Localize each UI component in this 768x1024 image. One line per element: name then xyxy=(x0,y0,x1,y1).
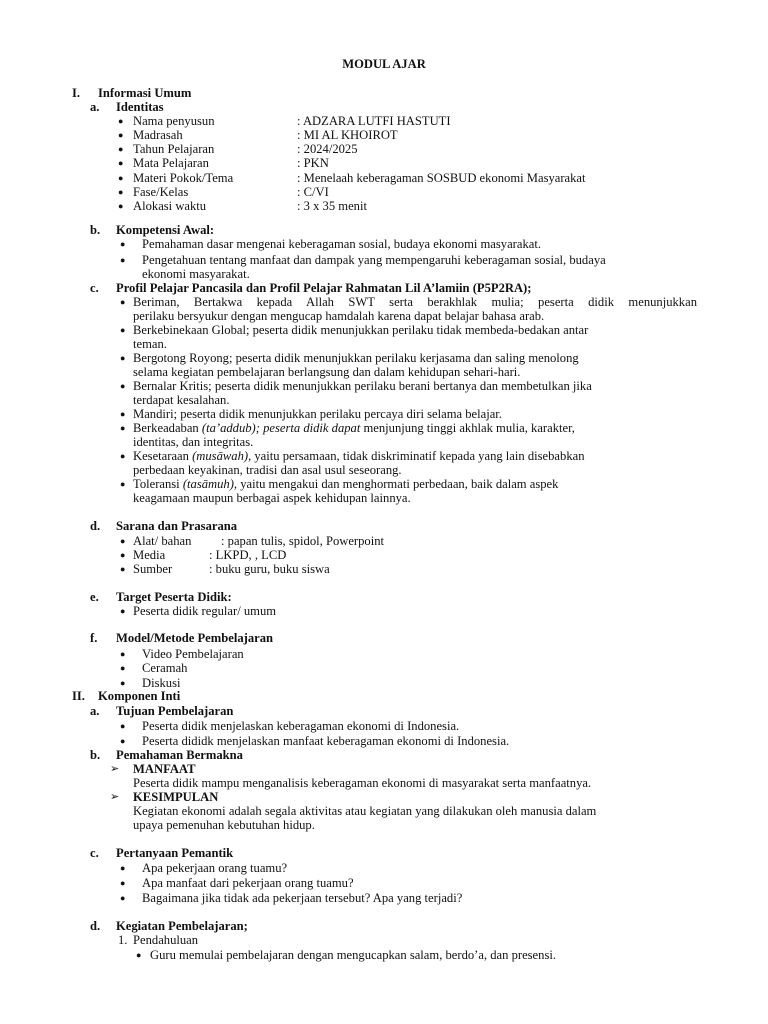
sarana-letter: d. xyxy=(90,519,101,533)
bullet-icon: ● xyxy=(120,663,126,673)
tujuan-letter: a. xyxy=(90,704,100,718)
bullet-icon: ● xyxy=(136,950,142,960)
identitas-value: : 2024/2025 xyxy=(297,142,358,156)
model-letter: f. xyxy=(90,631,98,645)
bullet-icon: ● xyxy=(118,144,124,154)
section-1-heading: Informasi Umum xyxy=(98,86,192,100)
item-line: perilaku bersyukur dengan mengucap hamdalah karena dapat belajar bahasa arab. xyxy=(133,309,545,323)
kegiatan-heading: Kegiatan Pembelajaran; xyxy=(116,919,248,933)
kesetaraan-post: yaitu persamaan, tidak diskriminatif kepada yang lain disebabkan xyxy=(251,449,585,463)
bullet-icon: ● xyxy=(120,649,126,659)
kompetensi-letter: b. xyxy=(90,223,101,237)
identitas-label: Materi Pokok/Tema xyxy=(133,171,234,185)
bullet-icon: ● xyxy=(118,173,124,183)
section-1-number: I. xyxy=(72,86,81,100)
bullet-icon: ● xyxy=(120,423,126,433)
pendahuluan-heading: Pendahuluan xyxy=(133,933,199,947)
toleransi-post: yaitu mengakui dan menghormati perbedaan, baik dalam aspek xyxy=(237,477,559,491)
bullet-icon: ● xyxy=(120,297,126,307)
item-line xyxy=(133,477,558,491)
bullet-icon: ● xyxy=(120,736,126,746)
identitas-heading: Identitas xyxy=(116,100,164,114)
bullet-icon: ● xyxy=(120,550,126,560)
item-line: Peserta didik menjelaskan keberagaman ekonomi di Indonesia. xyxy=(142,719,460,733)
bullet-icon: ● xyxy=(120,606,126,616)
bullet-icon: ● xyxy=(120,678,126,688)
kompetensi-heading: Kompetensi Awal: xyxy=(116,223,215,237)
identitas-value: : MI AL KHOIROT xyxy=(297,128,398,142)
identitas-label: Tahun Pelajaran xyxy=(133,142,215,156)
item-line: Video Pembelajaran xyxy=(142,647,244,661)
pertanyaan-letter: c. xyxy=(90,846,99,860)
item-line: terdapat kesalahan. xyxy=(133,393,230,407)
item-line: Beriman, Bertakwa kepada Allah SWT serta berakhlak mulia; peserta didik menunjukkan xyxy=(133,295,697,309)
bullet-icon: ● xyxy=(120,878,126,888)
identitas-label: Mata Pelajaran xyxy=(133,156,209,170)
item-line: Bergotong Royong; peserta didik menunjukkan perilaku kerjasama dan saling menolong xyxy=(133,351,579,365)
bullet-icon: ● xyxy=(120,479,126,489)
pendahuluan-number: 1. xyxy=(118,933,128,947)
section-2-heading: Komponen Inti xyxy=(98,689,181,703)
bullet-icon: ● xyxy=(118,158,124,168)
bullet-icon: ● xyxy=(120,255,126,265)
pertanyaan-heading: Pertanyaan Pemantik xyxy=(116,846,234,860)
bullet-icon: ● xyxy=(120,353,126,363)
item-line: Bernalar Kritis; peserta didik menunjukkan perilaku berani bertanya dan membetulkan jika xyxy=(133,379,592,393)
bullet-icon: ● xyxy=(118,201,124,211)
page-title: MODUL AJAR xyxy=(342,57,426,71)
bullet-icon: ● xyxy=(120,863,126,873)
item-line: teman. xyxy=(133,337,167,351)
item-line: Berkebinekaan Global; peserta didik menunjukkan perilaku tidak membeda-bedakan antar xyxy=(133,323,589,337)
bullet-icon: ● xyxy=(120,893,126,903)
item-line: Peserta dididk menjelaskan manfaat keberagaman ekonomi di Indonesia. xyxy=(142,734,510,748)
item-line: perbedaan keyakinan, tradisi dan asal usul seseorang. xyxy=(133,463,402,477)
manfaat-text: Peserta didik mampu menganalisis keberagaman ekonomi di masyarakat serta manfaatnya. xyxy=(133,776,592,790)
item-line: Pemahaman dasar mengenai keberagaman sosial, budaya ekonomi masyarakat. xyxy=(142,237,542,251)
identitas-letter: a. xyxy=(90,100,100,114)
arrow-bullet-icon: ➢ xyxy=(110,763,120,775)
identitas-value: : C/VI xyxy=(297,185,329,199)
bullet-icon: ● xyxy=(118,187,124,197)
item-line: Bagaimana jika tidak ada pekerjaan tersebut? Apa yang terjadi? xyxy=(142,891,463,905)
bullet-icon: ● xyxy=(120,451,126,461)
item-line: selama kegiatan pembelajaran berlangsung dan dalam kehidupan sehari-hari. xyxy=(133,365,521,379)
bullet-icon: ● xyxy=(118,130,124,140)
item-line: keagamaan maupun berbagai aspek kehidupan lainnya. xyxy=(133,491,411,505)
identitas-label: Alokasi waktu xyxy=(133,199,207,213)
identitas-value: : 3 x 35 menit xyxy=(297,199,367,213)
item-line: Diskusi xyxy=(142,676,181,690)
bullet-icon: ● xyxy=(120,721,126,731)
sarana-value: : buku guru, buku siswa xyxy=(209,562,330,576)
pemahaman-heading: Pemahaman Bermakna xyxy=(116,748,243,762)
bullet-icon: ● xyxy=(120,536,126,546)
item-line: ekonomi masyarakat. xyxy=(142,267,250,281)
sarana-value: : papan tulis, spidol, Powerpoint xyxy=(221,534,385,548)
item-line: Pengetahuan tentang manfaat dan dampak yang mempengaruhi keberagaman sosial, budaya xyxy=(142,253,606,267)
sarana-label: Media xyxy=(133,548,166,562)
bullet-icon: ● xyxy=(120,564,126,574)
profil-heading: Profil Pelajar Pancasila dan Profil Pelajar Rahmatan Lil A’lamiin (P5P2RA); xyxy=(116,281,532,295)
item-line xyxy=(133,421,575,435)
section-2-number: II. xyxy=(72,689,85,703)
item-line: Mandiri; peserta didik menunjukkan perilaku percaya diri selama belajar. xyxy=(133,407,502,421)
kesetaraan-italic: (musāwah), xyxy=(192,449,252,463)
kegiatan-letter: d. xyxy=(90,919,101,933)
bullet-icon: ● xyxy=(120,239,126,249)
sarana-label: Alat/ bahan xyxy=(133,534,192,548)
kesimpulan-line: upaya pemenuhan kebutuhan hidup. xyxy=(133,818,315,832)
target-letter: e. xyxy=(90,590,99,604)
tujuan-heading: Tujuan Pembelajaran xyxy=(116,704,234,718)
kesimpulan-heading: KESIMPULAN xyxy=(133,790,219,804)
identitas-label: Nama penyusun xyxy=(133,114,215,128)
item-line: Apa manfaat dari pekerjaan orang tuamu? xyxy=(142,876,354,890)
identitas-label: Madrasah xyxy=(133,128,183,142)
sarana-value: : LKPD, , LCD xyxy=(209,548,287,562)
model-heading: Model/Metode Pembelajaran xyxy=(116,631,274,645)
item-line: Ceramah xyxy=(142,661,188,675)
sarana-label: Sumber xyxy=(133,562,173,576)
sarana-heading: Sarana dan Prasarana xyxy=(116,519,238,533)
bullet-icon: ● xyxy=(120,325,126,335)
beradaban-post: menjunjung tinggi akhlak mulia, karakter, xyxy=(360,421,575,435)
identitas-value: : Menelaah keberagaman SOSBUD ekonomi Masyarakat xyxy=(297,171,586,185)
bullet-icon: ● xyxy=(120,409,126,419)
item-line: Peserta didik regular/ umum xyxy=(133,604,277,618)
identitas-label: Fase/Kelas xyxy=(133,185,189,199)
pemahaman-letter: b. xyxy=(90,748,101,762)
item-line: identitas, dan integritas. xyxy=(133,435,254,449)
identitas-value: : PKN xyxy=(297,156,329,170)
toleransi-italic: (tasāmuh), xyxy=(182,477,238,491)
item-line: Guru memulai pembelajaran dengan mengucapkan salam, berdo’a, dan presensi. xyxy=(150,948,556,962)
kesetaraan-pre: Kesetaraan xyxy=(133,449,193,463)
toleransi-pre: Toleransi xyxy=(133,477,183,491)
arrow-bullet-icon: ➢ xyxy=(110,791,120,803)
bullet-icon: ● xyxy=(118,116,124,126)
bullet-icon: ● xyxy=(120,381,126,391)
identitas-value: : ADZARA LUTFI HASTUTI xyxy=(297,114,451,128)
beradaban-pre: Berkeadaban xyxy=(133,421,202,435)
item-line: Apa pekerjaan orang tuamu? xyxy=(142,861,288,875)
target-heading: Target Peserta Didik: xyxy=(116,590,232,604)
kesimpulan-line: Kegiatan ekonomi adalah segala aktivitas atau kegiatan yang dilakukan oleh manusia dalam xyxy=(133,804,597,818)
manfaat-heading: MANFAAT xyxy=(133,762,196,776)
profil-letter: c. xyxy=(90,281,99,295)
beradaban-italic: (ta’addub); peserta didik dapat xyxy=(201,421,361,435)
item-line xyxy=(133,449,585,463)
